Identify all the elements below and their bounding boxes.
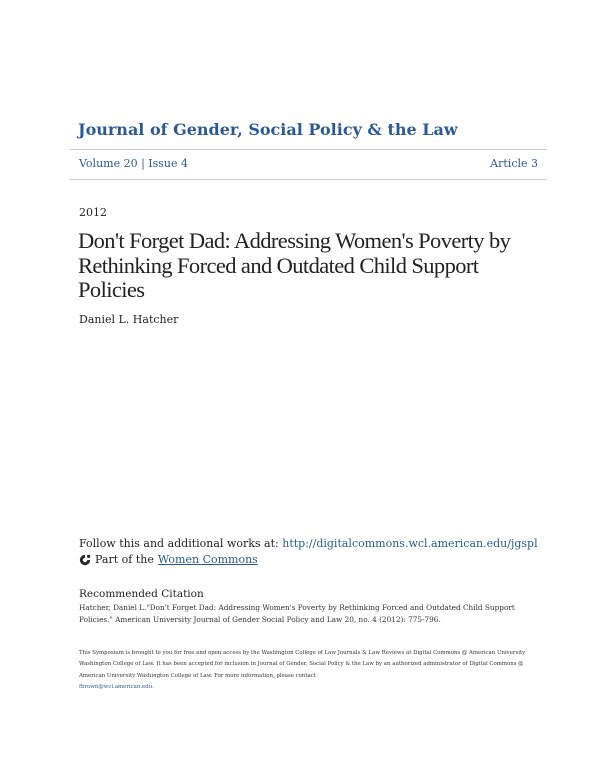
part-of-line	[79, 553, 258, 566]
journal-title[interactable]: Journal of Gender, Social Policy & the Law	[78, 120, 458, 139]
publication-year: 2012	[79, 206, 107, 219]
access-notice	[79, 648, 541, 694]
part-of-text: Part of the	[95, 553, 154, 566]
collection-url-link[interactable]: http://digitalcommons.wcl.american.edu/jgspl	[282, 537, 538, 550]
volume-issue-link[interactable]: Volume 20 | Issue 4	[79, 157, 189, 170]
women-commons-link[interactable]: Women Commons	[157, 553, 258, 566]
article-number-link[interactable]: Article 3	[490, 157, 538, 170]
article-author: Daniel L. Hatcher	[79, 313, 179, 326]
header-divider-bottom	[70, 179, 547, 180]
recommended-citation-text: Hatcher, Daniel L."Don't Forget Dad: Addressing Women's Poverty by Rethinking Forced and Outdated Child Support Policies." American University Journal of Gender Social Policy and Law 20, no. 4 (2012): 775-796.	[79, 603, 515, 624]
recommended-citation-heading: Recommended Citation	[79, 588, 204, 600]
article-title: Don't Forget Dad: Addressing Women's Poverty by Rethinking Forced and Outdated Child Support Policies	[78, 228, 511, 302]
digital-commons-network-icon	[79, 554, 91, 566]
header-divider-top	[70, 149, 547, 150]
access-notice-text: This Symposium is brought to you for free and open access by the Washington College of Law Journals & Law Reviews at Digital Commons @ American University Washington College of Law. It has been accepted for inclusion in Journal of Gender, Social Policy & the Law by an authorized administrator of Digital Commons @ American University Washington College of Law. For more information, please contact	[79, 650, 526, 679]
follow-text: Follow this and additional works at:	[79, 537, 279, 550]
follow-line	[79, 537, 538, 550]
contact-email-link[interactable]: fbrown@wcl.american.edu.	[79, 684, 154, 691]
